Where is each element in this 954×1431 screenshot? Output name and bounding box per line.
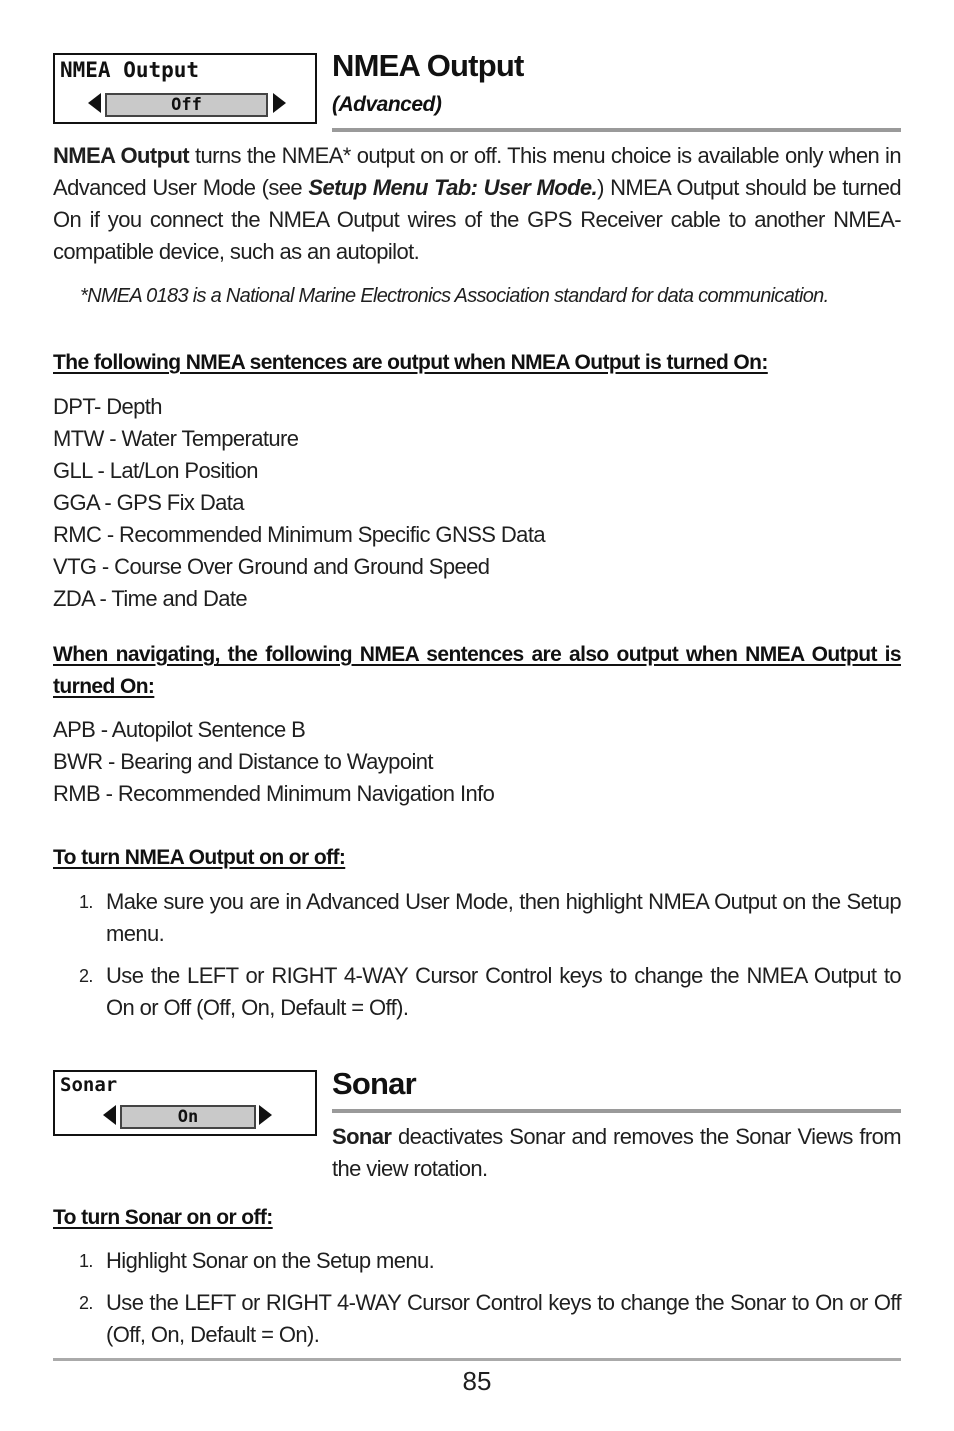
step-number: 1. [79, 1251, 93, 1271]
nmea-intro-text-1: turns the NMEA* output on or off. This menu choice is available only when in Advanced User Mode (see [53, 143, 901, 200]
left-arrow-icon [103, 1105, 116, 1125]
sonar-title-rule [332, 1109, 901, 1113]
step-text: Use the LEFT or RIGHT 4-WAY Cursor Control keys to change the NMEA Output to On or Off (Off, On, Default = Off). [106, 963, 901, 1020]
nmea-section-title: NMEA Output [332, 48, 524, 83]
nmea-heading-sentences-navigating: When navigating, the following NMEA sentences are also output when NMEA Output is turned On: [53, 643, 901, 698]
sonar-intro-bold: Sonar [332, 1124, 392, 1149]
nmea-intro-reference: Setup Menu Tab: User Mode. [308, 175, 598, 200]
page-number: 85 [462, 1366, 492, 1396]
sonar-heading-turn-on-off: To turn Sonar on or off: [53, 1206, 273, 1229]
nmea-heading-sentences-on: The following NMEA sentences are output when NMEA Output is turned On: [53, 351, 768, 374]
list-item: GLL - Lat/Lon Position [53, 458, 258, 483]
nmea-sentences-on-list [53, 391, 545, 615]
list-item: MTW - Water Temperature [53, 426, 299, 451]
nmea-steps-list [53, 886, 901, 1034]
sonar-menu-widget [53, 1070, 317, 1136]
nmea-sentences-nav-list [53, 714, 494, 810]
step-text: Make sure you are in Advanced User Mode, then highlight NMEA Output on the Setup menu. [106, 889, 901, 946]
list-item: ZDA - Time and Date [53, 586, 248, 611]
list-item [53, 1245, 901, 1277]
nmea-footnote: *NMEA 0183 is a National Marine Electronics Association standard for data communication. [80, 285, 829, 307]
nmea-widget-value: Off [105, 93, 268, 117]
list-item: DPT- Depth [53, 394, 162, 419]
list-item: VTG - Course Over Ground and Ground Speed [53, 554, 490, 579]
list-item: BWR - Bearing and Distance to Waypoint [53, 749, 433, 774]
list-item: RMC - Recommended Minimum Specific GNSS Data [53, 522, 545, 547]
sonar-section-title: Sonar [332, 1066, 416, 1101]
nmea-heading-turn-on-off: To turn NMEA Output on or off: [53, 846, 346, 869]
step-text: Highlight Sonar on the Setup menu. [106, 1248, 435, 1273]
right-arrow-icon [273, 93, 286, 113]
nmea-intro-paragraph [53, 140, 901, 268]
list-item: RMB - Recommended Minimum Navigation Info [53, 781, 495, 806]
step-text: Use the LEFT or RIGHT 4-WAY Cursor Control keys to change the Sonar to On or Off (Off, On, Default = On). [106, 1290, 901, 1347]
nmea-widget-label: NMEA Output [60, 58, 200, 82]
list-item [53, 886, 901, 950]
sonar-widget-label: Sonar [60, 1074, 118, 1096]
left-arrow-icon [88, 93, 101, 113]
nmea-intro-text-2: ) NMEA Output should be turned On if you connect the NMEA Output wires of the GPS Receiver cable to another NMEA-compatible device, such as an autopilot. [53, 175, 901, 264]
sonar-steps-list [53, 1245, 901, 1361]
list-item: APB - Autopilot Sentence B [53, 717, 306, 742]
list-item [53, 1287, 901, 1351]
step-number: 1. [79, 892, 93, 912]
sonar-widget-value: On [120, 1105, 256, 1129]
nmea-intro-bold: NMEA Output [53, 143, 190, 168]
nmea-output-menu-widget [53, 53, 317, 124]
list-item: GGA - GPS Fix Data [53, 490, 244, 515]
sonar-intro-text: deactivates Sonar and removes the Sonar Views from the view rotation. [332, 1124, 901, 1181]
footer-rule [53, 1358, 901, 1361]
step-number: 2. [79, 966, 93, 986]
step-number: 2. [79, 1293, 93, 1313]
list-item [53, 960, 901, 1024]
right-arrow-icon [259, 1105, 272, 1125]
sonar-intro-paragraph [332, 1121, 901, 1185]
nmea-title-rule [332, 128, 901, 132]
nmea-section-subtitle: (Advanced) [332, 93, 442, 116]
